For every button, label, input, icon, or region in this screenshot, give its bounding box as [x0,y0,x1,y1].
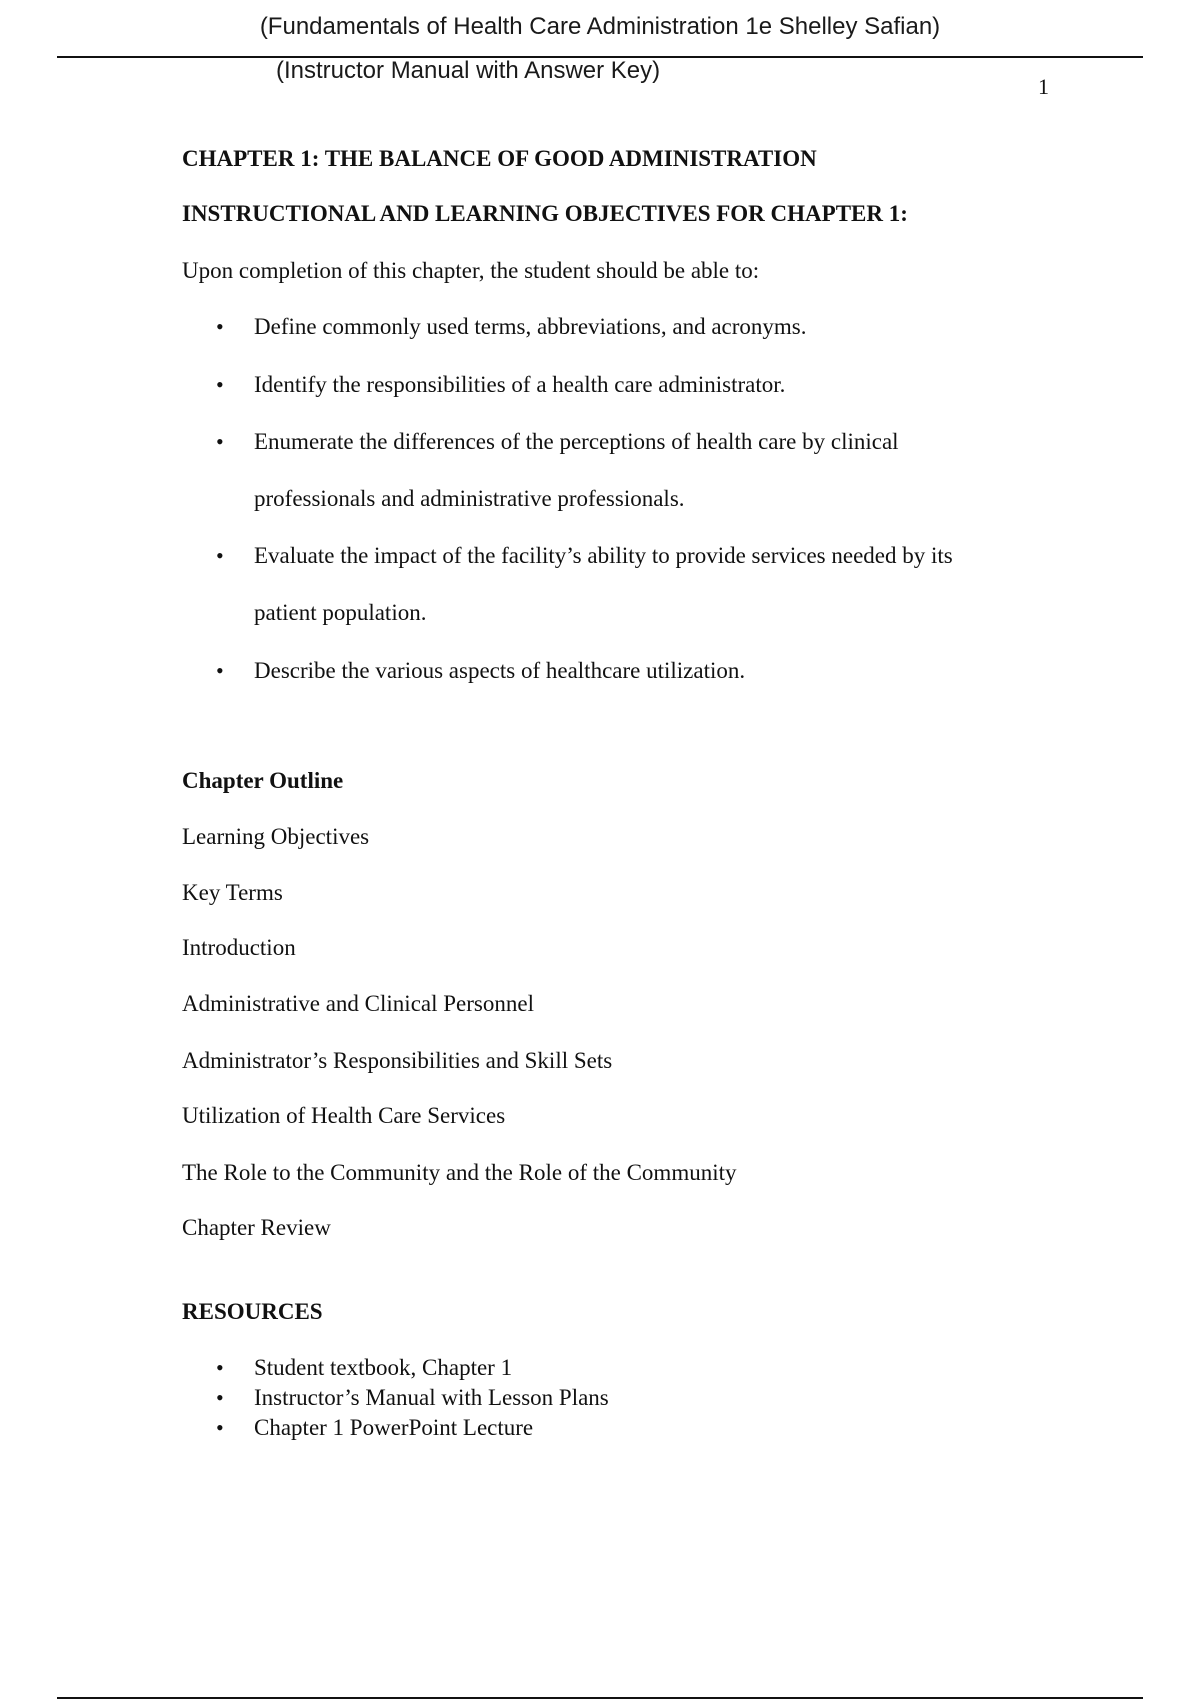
bullet-icon: • [216,372,224,397]
outline-item: Key Terms [182,880,283,905]
bullet-icon: • [216,1415,224,1440]
bullet-icon: • [216,1355,224,1380]
footer-rule [57,1697,1143,1699]
objectives-intro: Upon completion of this chapter, the student should be able to: [182,258,760,283]
objective-text-continued: patient population. [254,600,427,625]
bullet-icon: • [216,1385,224,1410]
running-header-subtitle: (Instructor Manual with Answer Key) [276,57,661,84]
bullet-icon: • [216,543,224,568]
resource-text: Student textbook, Chapter 1 [254,1355,513,1380]
outline-heading: Chapter Outline [182,768,344,793]
outline-item: Administrative and Clinical Personnel [182,991,534,1016]
chapter-title: CHAPTER 1: THE BALANCE OF GOOD ADMINISTRATION [182,146,817,171]
resource-text: Chapter 1 PowerPoint Lecture [254,1415,534,1440]
objective-text: Enumerate the differences of the perceptions of health care by clinical [254,429,899,454]
page-number: 1 [1038,74,1049,99]
bullet-icon: • [216,429,224,454]
outline-item: Utilization of Health Care Services [182,1103,506,1128]
bullet-icon: • [216,314,224,339]
outline-item: Administrator’s Responsibilities and Skill Sets [182,1048,613,1073]
outline-item: The Role to the Community and the Role of the Community [182,1160,737,1185]
outline-item: Introduction [182,935,296,960]
resources-heading: RESOURCES [182,1299,323,1324]
running-header-title: (Fundamentals of Health Care Administration 1e Shelley Safian) [259,13,941,40]
objective-text: Describe the various aspects of healthcare utilization. [254,658,746,683]
outline-item: Learning Objectives [182,824,370,849]
objectives-heading: INSTRUCTIONAL AND LEARNING OBJECTIVES FOR CHAPTER 1: [182,201,908,226]
resource-text: Instructor’s Manual with Lesson Plans [254,1385,609,1410]
objective-text: Define commonly used terms, abbreviations, and acronyms. [254,314,807,339]
objective-text: Evaluate the impact of the facility’s ability to provide services needed by its [254,543,953,568]
objective-text-continued: professionals and administrative professionals. [254,486,685,511]
objective-text: Identify the responsibilities of a health care administrator. [254,372,786,397]
bullet-icon: • [216,658,224,683]
outline-item: Chapter Review [182,1215,331,1240]
